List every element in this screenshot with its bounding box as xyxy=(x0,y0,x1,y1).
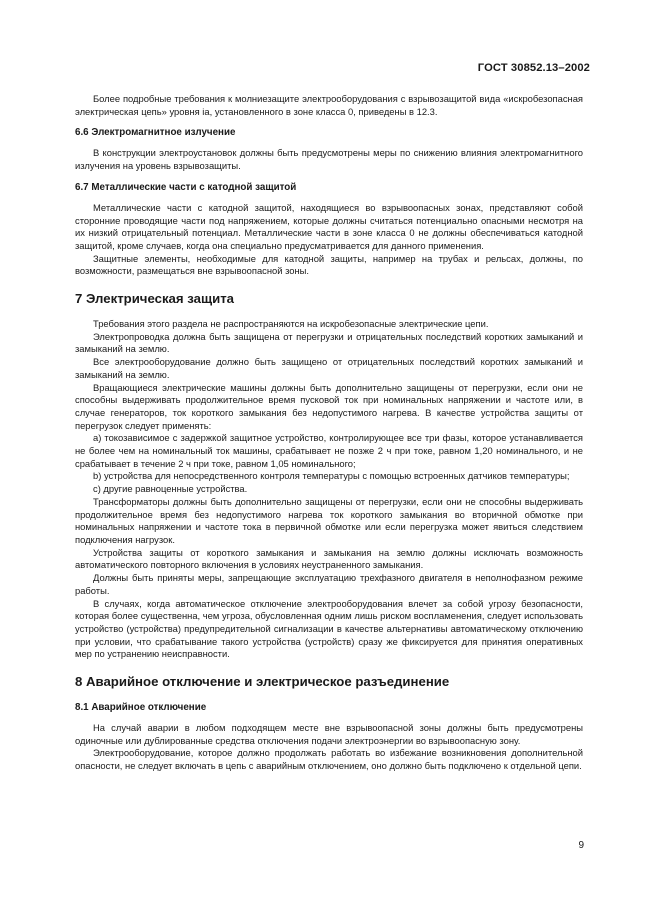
paragraph: Требования этого раздела не распространяются на искробезопасные электрические цепи. xyxy=(93,318,489,330)
paragraph: Устройства защиты от короткого замыкания и замыкания на землю должны исключать возможность автоматического повторного включения в условиях неустраненного замыкания. xyxy=(75,546,583,571)
paragraph: Металлические части с катодной защитой, находящиеся во взрывоопасных зонах, представляют собой сторонние проводящие части под напряжением, которые должны считаться потенциально опасными несмотря на их низкий отрицательный потенциал. Металлические части в зоне класса 0 не должны обеспечиваться катодной защитой, кроме случаев, когда она специально предусматривается для данного применения. xyxy=(75,201,583,251)
paragraph: а) токозависимое с задержкой защитное устройство, контролирующее все три фазы, которое устанавливается не более чем на номинальный ток машины, срабатывает не позже 2 ч при токе, равном 1,20 номинального, и не срабатывает в течение 2 ч при токе, равном 1,05 номинального; xyxy=(75,432,583,469)
subsection-heading: 8.1 Аварийное отключение xyxy=(75,702,207,714)
paragraph: В конструкции электроустановок должны быть предусмотрены меры по снижению влияния электромагнитного излучения на уровень взрывозащиты. xyxy=(75,147,583,172)
document-body xyxy=(75,93,583,773)
paragraph: На случай аварии в любом подходящем месте вне взрывоопасной зоны должны быть предусмотрены одиночные или дублированные средства отключения подачи электроэнергии во взрывоопасную зону. xyxy=(75,722,583,746)
paragraph: Электропроводка должна быть защищена от перегрузки и отрицательных последствий коротких замыканий и замыканий на землю. xyxy=(75,330,583,355)
paragraph: Вращающиеся электрические машины должны быть дополнительно защищены от перегрузки, если они не способны выдерживать продолжительное время пусковой ток при номинальных напряжении и частоте или, в случае генераторов, ток короткого замыкания без недопустимого нагрева. В качестве устройства защиты от перегрузок следует применять: xyxy=(75,381,583,431)
paragraph: c) другие равноценные устройства. xyxy=(93,483,248,495)
section-heading: 8 Аварийное отключение и электрическое разъединение xyxy=(75,674,450,690)
paragraph: Должны быть приняты меры, запрещающие эксплуатацию трехфазного двигателя в неполнофазном режиме работы. xyxy=(75,572,583,596)
paragraph: Трансформаторы должны быть дополнительно защищены от перегрузки, если они не способны выдерживать продолжительное время без недопустимого нагрева ток короткого замыкания во вторичной обмотке при номинальных напряжении и частоте тока в первичной обмотке или если перегрузка может явиться следствием подключения нагрузок. xyxy=(75,495,583,545)
paragraph: Все электрооборудование должно быть защищено от отрицательных последствий коротких замыканий и замыканий на землю. xyxy=(75,356,583,380)
paragraph: В случаях, когда автоматическое отключение электрооборудования влечет за собой угрозу безопасности, которая более существенна, чем угроза, обусловленная одним лишь риском воспламенения, следует использовать устройство (устройства) предупредительной сигнализации в качестве альтернативы автоматическому отключению при условии, что срабатывание такого устройства (устройств) сразу же фиксируется для принятия оперативных мер по устранению неисправности. xyxy=(75,597,583,660)
paragraph: Более подробные требования к молниезащите электрооборудования с взрывозащитой вида «искробезопасная электрическая цепь» уровня ia, установленного в зоне класса 0, приведены в 12.3. xyxy=(75,93,583,117)
paragraph: b) устройства для непосредственного контроля температуры с помощью встроенных датчиков температуры; xyxy=(93,470,570,482)
subsection-heading: 6.7 Металлические части с катодной защитой xyxy=(75,181,297,193)
section-heading: 7 Электрическая защита xyxy=(75,291,234,307)
standard-code-header: ГОСТ 30852.13–2002 xyxy=(477,62,590,74)
paragraph: Электрооборудование, которое должно продолжать работать во избежание возникновения дополнительной опасности, не следует включать в цепь с аварийным отключением, оно должно быть подключено к отдельной цепи. xyxy=(75,747,583,772)
subsection-heading: 6.6 Электромагнитное излучение xyxy=(75,127,236,139)
page-number: 9 xyxy=(578,840,584,851)
paragraph: Защитные элементы, необходимые для катодной защиты, например на трубах и рельсах, должны, по возможности, размещаться вне взрывоопасной зоны. xyxy=(75,252,583,277)
